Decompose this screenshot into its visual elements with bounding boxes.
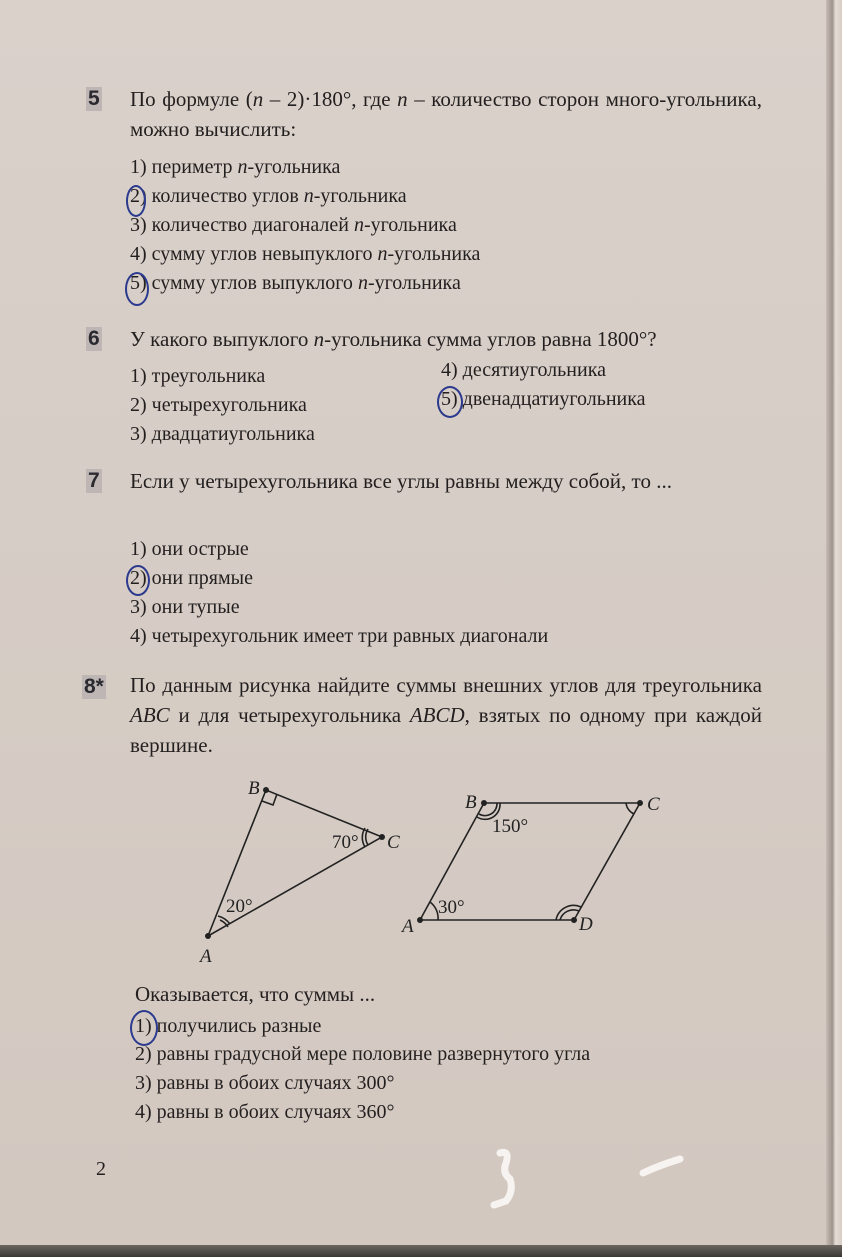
svg-text:C: C bbox=[387, 832, 400, 853]
option-2[interactable]: 2) четырехугольника bbox=[130, 394, 307, 416]
answer-lead-text: Оказывается, что суммы ... bbox=[135, 982, 376, 1006]
answer-mark-circle bbox=[437, 386, 463, 418]
option-3[interactable]: 3) двадцатиугольника bbox=[130, 423, 315, 445]
svg-text:B: B bbox=[465, 792, 477, 813]
option-4[interactable]: 4) четырехугольник имеет три равных диагонали bbox=[130, 625, 549, 647]
option-4[interactable]: 4) сумму углов невыпуклого n-угольника bbox=[130, 243, 481, 265]
option-3[interactable]: 3) они тупые bbox=[130, 596, 240, 618]
page-number: 2 bbox=[96, 1158, 106, 1180]
option-1[interactable]: 1) треугольника bbox=[130, 365, 266, 387]
question-text: По формуле (n – 2)·180°, где n – количество сторон много-угольника, можно вычислить: bbox=[130, 87, 762, 141]
option-2[interactable]: 2) равны градусной мере половине развернутого угла bbox=[135, 1043, 591, 1065]
correction-fluid-marks bbox=[480, 1145, 700, 1215]
question-number: 6 bbox=[88, 327, 100, 350]
scan-bottom-edge bbox=[0, 1245, 842, 1257]
question-number: 5 bbox=[88, 87, 100, 110]
answer-mark-circle bbox=[126, 565, 150, 596]
question-text: У какого выпуклого n-угольника сумма углов равна 1800°? bbox=[130, 327, 657, 351]
svg-text:70°: 70° bbox=[332, 832, 359, 853]
option-4[interactable]: 4) десятиугольника bbox=[441, 359, 606, 381]
option-2[interactable]: 2) количество углов n-угольника bbox=[130, 185, 407, 207]
option-3[interactable]: 3) равны в обоих случаях 300° bbox=[135, 1072, 395, 1094]
question-number: 8* bbox=[84, 675, 104, 698]
svg-text:B: B bbox=[248, 778, 260, 799]
svg-text:30°: 30° bbox=[438, 897, 465, 918]
question-text: Если у четырехугольника все углы равны между собой, то ... bbox=[130, 469, 672, 493]
option-4[interactable]: 4) равны в обоих случаях 360° bbox=[135, 1101, 395, 1123]
svg-text:A: A bbox=[402, 916, 414, 937]
svg-text:150°: 150° bbox=[492, 816, 529, 837]
option-2[interactable]: 2) они прямые bbox=[130, 567, 253, 589]
option-5[interactable]: 5) сумму углов выпуклого n-угольника bbox=[130, 272, 461, 294]
svg-text:D: D bbox=[579, 914, 593, 935]
question-text: По данным рисунка найдите суммы внешних углов для треугольника ABC и для четырехугольника ABCD, взятых по одному при каждой вершине. bbox=[130, 673, 762, 757]
answer-mark-circle bbox=[125, 272, 149, 306]
option-1[interactable]: 1) периметр n-угольника bbox=[130, 156, 341, 178]
option-1[interactable]: 1) они острые bbox=[130, 538, 249, 560]
option-3[interactable]: 3) количество диагоналей n-угольника bbox=[130, 214, 457, 236]
geometry-figure bbox=[190, 770, 690, 970]
svg-text:C: C bbox=[647, 794, 660, 815]
page-edge bbox=[826, 0, 842, 1257]
svg-text:20°: 20° bbox=[226, 896, 253, 917]
svg-text:A: A bbox=[200, 946, 212, 967]
option-1[interactable]: 1) получились разные bbox=[135, 1015, 322, 1037]
option-5[interactable]: 5) двенадцатиугольника bbox=[441, 388, 646, 410]
question-number: 7 bbox=[88, 469, 100, 492]
